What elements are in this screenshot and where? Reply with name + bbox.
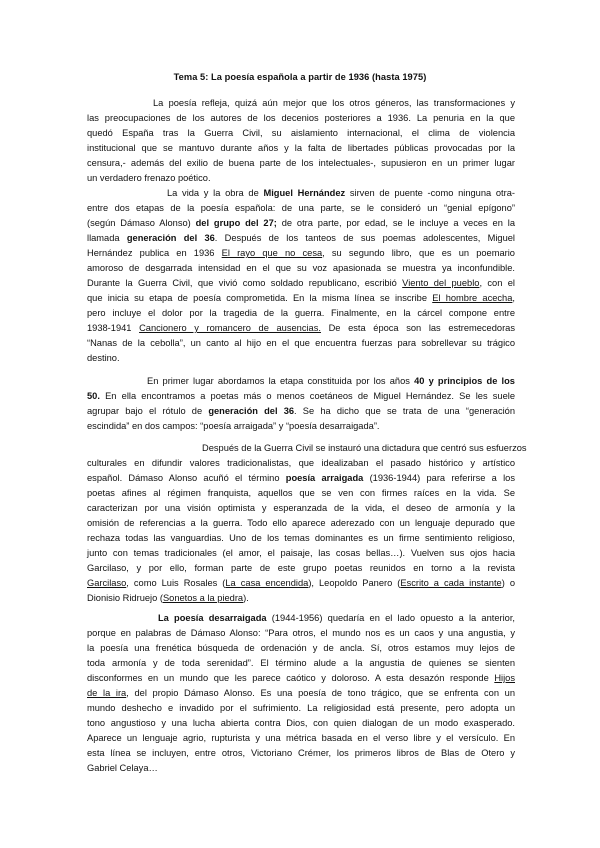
text-run: agrupar bajo el rótulo de — [87, 406, 209, 416]
paragraph-intro — [87, 96, 515, 186]
text-run: junto con temas tradicionales (el amor, el paisaje, las cosas bellas…). Vuelven sus ojos hacia — [87, 548, 515, 558]
text-line — [87, 471, 515, 486]
text-run: amoroso de desgarrada intensidad en el que su voz apasionada se muestra ya inconfundible. — [87, 263, 515, 273]
text-run: las preocupaciones de los autores de los decenios posteriores a 1936. La penuria en la que — [87, 113, 515, 123]
text-line — [87, 591, 515, 606]
text-run: pero incluye el dolor por la tragedia de la guerra. Finalmente, en la cárcel compone entre — [87, 308, 515, 318]
bold-term: generación del 36 — [126, 233, 215, 243]
text-line — [87, 516, 515, 531]
text-run: , del propio Dámaso Alonso. Es una poesía de tono trágico, que se enfrenta con un — [126, 688, 516, 698]
text-run: sirven de puente -como ninguna otra- — [345, 188, 515, 198]
text-line — [87, 141, 515, 156]
text-run: , — [512, 293, 515, 303]
text-line — [87, 336, 515, 351]
text-line — [87, 96, 515, 111]
text-line — [87, 456, 515, 471]
text-line — [87, 201, 515, 216]
underlined-title: de la ira — [87, 688, 127, 698]
text-run: Aparece un lenguaje agrio, rupturista y una métrica basada en el verso libre y el versículo. En — [87, 733, 515, 743]
text-line — [87, 746, 515, 761]
text-line — [87, 576, 515, 591]
text-run: (1936-1944) para referirse a los — [363, 473, 515, 483]
bold-term: generación del 36 — [208, 406, 295, 416]
text-line — [87, 671, 515, 686]
underlined-title: Garcilaso — [87, 578, 127, 588]
text-run: Después de la Guerra Civil se instauró una dictadura que centró sus esfuerzos — [202, 443, 527, 453]
text-run: institucional que se mantuvo durante años y la falta de libertades públicas provocadas por la — [87, 143, 515, 153]
text-run: tono angustioso y una lucha abierta contra Dios, con quien dialogan de un modo exasperado. — [87, 718, 515, 728]
underlined-title: El rayo que no cesa — [221, 248, 323, 258]
text-run: “Nanas de la cebolla”, un canto al hijo en el que encuentra fuerzas para sobrellevar su trágico — [87, 338, 515, 348]
text-line — [87, 216, 515, 231]
text-line — [87, 404, 515, 419]
text-line — [87, 291, 515, 306]
text-line — [87, 111, 515, 126]
text-line — [87, 626, 515, 641]
bold-term: 40 y principios de los — [414, 376, 515, 386]
underlined-title: Cancionero y romancero de ausencias. — [139, 323, 321, 333]
text-run: omisión de referencias a la guerra. Todo ello aparece aderezado con un lenguaje depurado que — [87, 518, 515, 528]
text-line — [87, 656, 515, 671]
text-run: caracterizan por una visión optimista y esperanzada de la vida, el deseo de armonía y la — [87, 503, 515, 513]
text-run: culturales en difundir valores tradicionalistas, que idealizaban el pasado histórico y artístico — [87, 458, 515, 468]
underlined-title: El hombre acecha — [432, 293, 513, 303]
text-line — [87, 716, 515, 731]
paragraph-poesia-desarraigada — [87, 611, 515, 776]
text-run: entre dos etapas de la poesía española: de una parte, se le consideró un “genial epígono” — [87, 203, 515, 213]
bold-term: Miguel Hernández — [263, 188, 346, 198]
paragraph-poesia-arraigada — [87, 441, 527, 606]
text-line — [87, 171, 515, 186]
text-line — [87, 546, 515, 561]
text-run: porque en palabras de Dámaso Alonso: “Para otros, el mundo nos es un caos y una angustia, y — [87, 628, 515, 638]
text-run: un verdadero frenazo poético. — [87, 173, 211, 183]
text-run: la poesía una frenética búsqueda de ordenación y de ancla. Sí, otros estamos muy lejos de — [87, 643, 515, 653]
text-line — [87, 611, 515, 626]
text-line — [87, 321, 515, 336]
text-run: En primer lugar abordamos la etapa constituida por los años — [147, 376, 415, 386]
text-run: De esta época son las estremecedoras — [320, 323, 515, 333]
text-run: 1938-1941 — [87, 323, 140, 333]
text-line — [87, 486, 515, 501]
underlined-title: Sonetos a la piedra — [162, 593, 244, 603]
document-title: Tema 5: La poesía española a partir de 1936 (hasta 1975) — [173, 72, 427, 82]
text-line — [87, 641, 515, 656]
text-run: , como Luis Rosales ( — [126, 578, 226, 588]
text-line — [87, 374, 515, 389]
text-run: Gabriel Celaya… — [87, 763, 158, 773]
text-line — [87, 351, 515, 366]
text-run: En ella encontramos a poetas más o menos coetáneos de Miguel Hernández. Se les suele — [99, 391, 515, 401]
text-run: llamada — [87, 233, 127, 243]
text-run: . Se ha dicho que se trata de una “generación — [294, 406, 515, 416]
text-line — [87, 701, 515, 716]
text-line — [87, 731, 515, 746]
bold-term: del grupo del 27; — [195, 218, 277, 228]
text-run: ) o — [501, 578, 515, 588]
paragraph-anos-40 — [87, 374, 515, 434]
text-line — [87, 156, 515, 171]
text-line — [87, 561, 515, 576]
text-line — [87, 761, 515, 776]
text-run: (1944-1956) quedaría en el lado opuesto a la anterior, — [266, 613, 515, 623]
text-run: Garcilaso, y por ello, forman parte de este grupo poetas reunidos en torno a la revista — [87, 563, 515, 573]
text-run: Dionisio Ridruejo ( — [87, 593, 163, 603]
text-run: quedó España tras la Guerra Civil, su aislamiento internacional, el clima de violencia — [87, 128, 515, 138]
bold-term: La poesía desarraigada — [158, 613, 267, 623]
text-line — [87, 231, 515, 246]
text-line — [87, 276, 515, 291]
text-run: . Después de los tanteos de sus poemas adolescentes, Miguel — [214, 233, 515, 243]
underlined-title: Viento del pueblo — [402, 278, 480, 288]
text-run: La poesía refleja, quizá aún mejor que los otros géneros, las transformaciones y — [153, 98, 515, 108]
text-run: de otra parte, por edad, se le incluye a veces en la — [276, 218, 515, 228]
text-run: ), Leopoldo Panero ( — [308, 578, 401, 588]
text-run: rechaza todas las vanguardias. Uno de los temas dominantes es un firme sentimiento religioso, — [87, 533, 515, 543]
text-run: ). — [243, 593, 249, 603]
text-line — [87, 126, 515, 141]
bold-term: 50. — [87, 391, 100, 401]
text-line — [87, 261, 515, 276]
text-line — [87, 501, 515, 516]
text-line — [87, 186, 515, 201]
text-run: , su segundo libro, que es un poemario — [322, 248, 515, 258]
text-line — [87, 531, 515, 546]
text-run: , con el — [479, 278, 515, 288]
underlined-title: Escrito a cada instante — [400, 578, 502, 588]
text-run: destino. — [87, 353, 120, 363]
text-run: disconformes en un mundo que les parece caótico y doloroso. A esta desazón responde — [87, 673, 495, 683]
text-run: mundo deshecho e invadido por el sufrimiento. La religiosidad está presente, pero adopta un — [87, 703, 515, 713]
text-line — [87, 441, 527, 456]
text-run: que inicia su etapa de poesía comprometida. En la misma línea se inscribe — [87, 293, 433, 303]
text-run: (según Dámaso Alonso) — [87, 218, 196, 228]
text-run: La vida y la obra de — [167, 188, 264, 198]
text-line — [87, 246, 515, 261]
text-line — [87, 419, 515, 434]
text-run: español. Dámaso Alonso acuñó el término — [87, 473, 286, 483]
text-run: escindida” en dos campos: “poesía arraigada” y “poesía desarraigada”. — [87, 421, 380, 431]
text-line — [87, 686, 515, 701]
text-run: poetas afines al régimen franquista, aquellos que se ven con firmes raíces en la vida. Se — [87, 488, 515, 498]
text-run: Hernández publica en 1936 — [87, 248, 222, 258]
text-run: esta línea se incluyen, entre otros, Victoriano Crémer, los primeros libros de Blas de Otero y — [87, 748, 515, 758]
bold-term: poesía arraigada — [285, 473, 364, 483]
text-run: Durante la Guerra Civil, que vivió como soldado republicano, escribió — [87, 278, 403, 288]
text-line — [87, 389, 515, 404]
text-run: censura,- además del exilio de buena parte de los intelectuales-, supusieron en un primer lugar — [87, 158, 515, 168]
underlined-title: Hijos — [494, 673, 515, 683]
underlined-title: La casa encendida — [225, 578, 309, 588]
paragraph-miguel-hernandez — [87, 186, 515, 366]
text-run: toda armonía y de toda serenidad”. El término alude a la angustia de quienes se sienten — [87, 658, 515, 668]
text-line — [87, 306, 515, 321]
